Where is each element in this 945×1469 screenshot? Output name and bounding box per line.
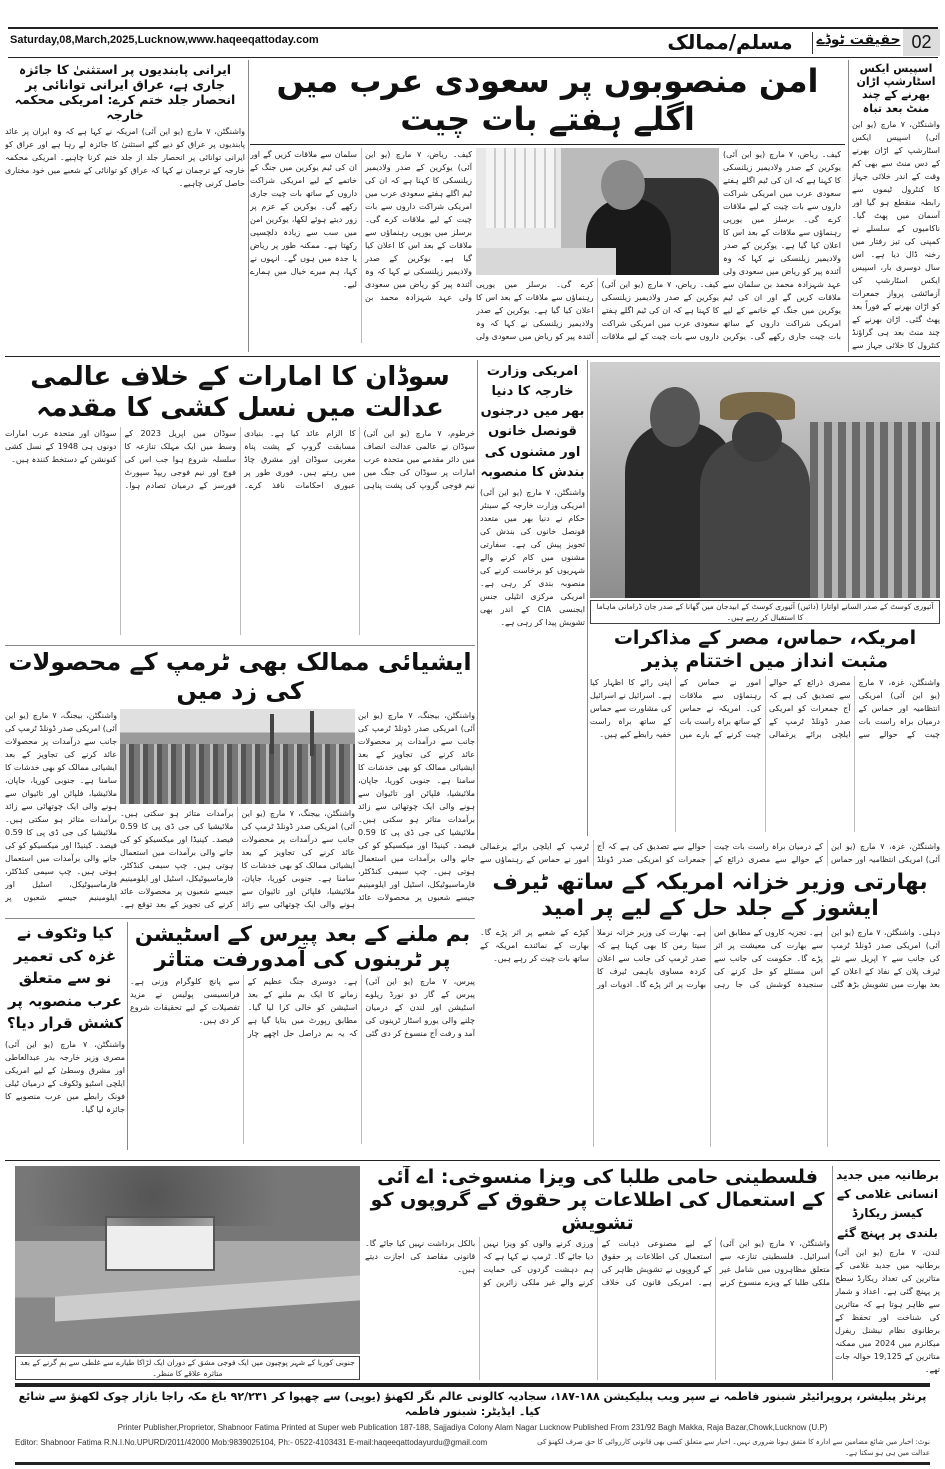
asia-body-bottom: واشنگٹن، بیجنگ، ۷ مارچ (یو این آئی) امریکی صدر ڈونلڈ ٹرمپ کی جانب سے درآمدات پر محصولات عائد کرنے کی تجاویز کے بعد ایشیائی ممالک کو بھی خدشات کا سامنا ہے۔ جنوبی کوریا، جاپان، ملائیشیا، فلپائن اور تائیوان سے ہونے والی ایک چوتھائی سے زائد برآمدات متاثر ہو سکتی ہیں۔ ملائیشیا کی جی ڈی پی کا 0.59 فیصد۔ کینیڈا اور میکسیکو کو کی جانے والی برآمدات میں استعمال ہوتی ہیں۔ چپ سیمی کنڈکٹر، فارماسیوٹیکل، اسٹیل اور ایلومینیم جیسے شعبوں پر محصولات عائد کرنے کی تجویز کے بعد توقع ہے۔: [120, 808, 355, 909]
hamas-body: واشنگٹن، غزہ، ۷ مارچ (یو این آئی) امریکی انتظامیہ اور حماس کے درمیان براہ راست بات چیت کے حوالے سے مصری ذرائع کے حوالے سے تصدیق کی ہے کہ آج جمعرات کو امریکی صدر ڈونلڈ ٹرمپ کے ایلچی برائے یرغمالی امور نے حماس کے رہنماؤں سے ملاقات کی۔ امریکہ نے حماس کے ساتھ براہ راست بات چیت کرنے کے بارے میں اپنی رائے کا اظہار کیا ہے۔ اسرائیل نے اسرائیل کی مشاورت سے حماس کے ساتھ براہ راست خفیہ رابطے کیے ہیں۔: [590, 677, 940, 739]
paris-body: پیرس، ۷ مارچ (یو این آئی) پیرس کے گار دو نورڈ ریلوے اسٹیشن اور لندن کے درمیان چلنے والی یورو اسٹار ٹرینوں کی آمد و رفت آج منسوخ کر دی گئی ہے۔ دوسری جنگ عظیم کے زمانے کا ایک بم ملنے کے بعد اسٹیشن کو خالی کرا لیا گیا۔ مطابق رپورٹ میں بتایا گیا ہے کہ یہ بم دراصل حل اچھے چار سے پانچ کلوگرام وزنی ہے۔ فرانسیسی پولیس نے مزید تفصیلات کے لیے تحقیقات شروع کر دی ہیں۔: [130, 977, 475, 1039]
spacex-body: واشنگٹن، ۷ مارچ (یو این آئی) اسپیس ایکس اسٹارشپ کے اڑان بھرنے کے دس منٹ سے بھی کم وقت کے اندر خلائی جہاز کا کنٹرول ٹیموں سے رابطہ منقطع ہو گیا اور آسمان میں پھٹ گیا۔ ناکامیوں کے سلسلے نے کمپنی کی تیز رفتار میں رخنہ ڈال دیا ہے۔ اس سال دوسری بار، اسپیس ایکس اسٹارشپ کی آزمائشی پرواز جمعرات کو اڑان بھرنے کے فوراً بعد پھٹ گئی۔ اڑان بھرنے کے چند منٹ بعد ہی گراؤنڈ کنٹرول کا خلائی جہاز سے: [852, 119, 940, 350]
india-body: دہلی۔ واشنگٹن، ۷ مارچ (یو این آئی) امریکی صدر ڈونلڈ ٹرمپ کی جانب سے ۲ اپریل سے نئے ٹیرف پلان کے نفاذ کے اعلان کے بعد بھارت میں تشویش بڑھ گئی ہے۔ تجزیہ کاروں کے مطابق اس سے بھارت کی معیشت پر اثر پڑے گا۔ حکومت کی جانب سے اس مسئلے کو حل کرنے کی سنجیدہ کوشش کی جا رہی ہے۔ بھارت کی وزیر خزانہ نرملا سیتا رمن کا بھی کہنا ہے کہ صدر ٹرمپ کی جانب سے اعلان کردہ مساوی باہمی ٹیرف کا بھارت پر اثر پڑے گا۔ ادویات اور کپڑے کے شعبے پر اثر پڑے گا۔ بھارت کے نمائندے امریکہ کے ساتھ بات چیت کر رہے ہیں۔: [480, 927, 940, 989]
uk-headline: برطانیہ میں جدید انسانی غلامی کے کیسز ریکارڈ بلندی پر پہنچ گئے: [836, 1168, 939, 1240]
footer-english-imprint: Printer Publisher,Proprietor, Shabnoor Fatima Printed at Super web Publication 187-188, Sajjadiya Colony Alam Nagar Lucknow Published From 231/92 Bagh Makka, Raja Bazar,Chowk,Lucknow (U.P): [117, 1423, 828, 1432]
column-rule: [248, 60, 249, 352]
iran-body: واشنگٹن، ۷ مارچ (یو این آئی) امریکہ نے کہا ہے کہ وہ ایران پر عائد پابندیوں پر عراق کو دیے گئے استثنیٰ کا جائزہ لے رہا ہے اور عراق کو ایرانی توانائی پر انحصار جلد از جلد ختم کرنا چاہیے۔ امریکی محکمہ خارجہ کے ترجمان نے کہا کہ عراق کو توانائی کے شعبے میں خود مختاری حاصل کرنی چاہیے۔: [5, 127, 245, 188]
section-rule: [5, 356, 940, 357]
state-dept-article: [480, 362, 585, 835]
state-dept-headline: امریکی وزارت خارجہ کا دنیا بھر میں درجنوں قونصل خانوں اور مشنوں کی بندش کا منصوبہ: [480, 364, 585, 480]
palestine-headline: فلسطینی حامی طلبا کی ویزا منسوخی: اے آئی کے استعمال کی اطلاعات پر حقوق کے گروپوں کو تشویش: [370, 1166, 825, 1234]
sudan-body: خرطوم، ۷ مارچ (یو این آئی) سوڈان نے عالمی عدالت انصاف میں دائر مقدمے میں متحدہ عرب امارات پر سوڈان کی جنگ میں نیم فوجی گروپ کی پشت پناہی کا الزام عائد کیا ہے۔ بنیادی مسابقت گروپ کے پشت پناہ مغربی سوڈان اور مشرق چاڈ میں رہتے ہیں۔ فوری طور پر عبوری احکامات نافذ کرے۔ سوڈان میں اپریل 2023 کے وسط میں ایک مہلک تنازعہ کا سلسلہ شروع ہوا جب اس کی فوج اور نیم فوجی ریپڈ سپورٹ فورسز کے درمیان تصادم ہوا۔ سوڈان اور متحدہ عرب امارات دونوں ہی 1948 کے نسل کشی کنونشن کے دستخط کنندہ ہیں۔: [5, 429, 475, 491]
section-rule: [5, 918, 475, 919]
iran-article: [5, 62, 245, 352]
asia-body-right: واشنگٹن، بیجنگ، ۷ مارچ (یو این آئی) امریکی صدر ڈونلڈ ٹرمپ کی جانب سے درآمدات پر محصولات عائد کرنے کی تجاویز کے بعد ایشیائی ممالک کو بھی خدشات کا سامنا ہے۔ جنوبی کوریا، جاپان، ملائیشیا، فلپائن اور تائیوان سے ہونے والی ایک چوتھائی سے زائد برآمدات متاثر ہو سکتی ہیں۔ ملائیشیا کی جی ڈی پی کا 0.59 فیصد۔ کینیڈا اور میکسیکو کو کی جانے والی برآمدات میں استعمال ہوتی ہیں۔ چپ سیمی کنڈکٹر، فارماسیوٹیکل، اسٹیل اور ایلومینیم جیسے شعبوں پر محصولات عائد: [358, 710, 475, 902]
dateline: Saturday,08,March,2025,Lucknow,www.haqeeqattoday.com: [10, 34, 319, 46]
newspaper-logo: حقیقت ٹوڈے: [816, 32, 901, 48]
header-divider: [812, 32, 813, 54]
column-rule: [587, 360, 588, 836]
column-rule: [832, 1166, 833, 1380]
ukraine-body-bottom: کیف۔ ریاض، ۷ مارچ (یو این آئی) یوکرین کے صدر ولادیمیر زیلنسکی کا کہنا ہے کہ ان کی ٹیم اگلے ہفتے سعودی عرب میں امریکی شراکت داروں سے بات چیت کے لیے ملاقات کرے گی۔ برسلز میں یورپی رہنماؤں سے ملاقات کے بعد اس کا اعلان کیا گیا ہے۔ یوکرین کے صدر ولادیمیر زیلنسکی نے کہا کہ وہ آئندہ پیر کو ریاض میں سعودی ولی: [476, 279, 719, 341]
gaza-article: [5, 922, 125, 1150]
ivory-coast-caption: آئیوری کوسٹ کے صدر السانے اواتارا (دائیں) آئیوری کوسٹ کے ابیدجان میں گھانا کے صدر جان ڈرامانی ماہاما کا استقبال کر رہے ہیں۔: [590, 600, 940, 624]
column-rule: [848, 60, 849, 352]
sudan-article: [5, 362, 475, 642]
state-dept-body: واشنگٹن، ۷ مارچ (یو این آئی) امریکی وزارت خارجہ کے سینئر حکام نے دنیا بھر میں متعدد قونصل خانوں کی بندش کی تجویز پیش کی ہے۔ سفارتی مشنوں میں کام کرنے والے شہریوں کو برخاست کرنے کی منصوبہ بندی کر رہی ہے۔ امریکی مرکزی انٹیلی جنس ایجنسی CIA کے اندر بھی تشویش پیدا کر رہی ہے۔: [480, 487, 585, 627]
column-rule: [127, 922, 128, 1150]
zelensky-photo: [476, 148, 719, 275]
port-containers-photo: [120, 709, 355, 804]
footer-urdu-imprint: پرنٹر پبلیشر، پروپرائیٹر شبنور فاطمہ نے سپر ویب پبلیکیشن ۱۸۸-۱۸۷، سجادیہ کالونی عالم نگر لکھنؤ (یوپی) سے چھپوا کر ۹۲/۲۳۱ باغ مکہ راجا بازار چوک لکھنؤ سے شائع کیا۔ ایڈیٹر: شبنور فاطمہ: [18, 1390, 927, 1418]
ukraine-body: کیف۔ ریاض، ۷ مارچ (یو این آئی) یوکرین کے صدر ولادیمیر زیلنسکی کا کہنا ہے کہ ان کی ٹیم اگلے ہفتے سعودی عرب میں امریکی شراکت داروں سے بات چیت کے لیے ملاقات کرے گی۔ برسلز میں یورپی رہنماؤں سے ملاقات کے بعد اس کا اعلان کیا گیا ہے۔ یوکرین کے صدر ولادیمیر زیلنسکی نے کہا کہ وہ آئندہ پیر کو ریاض میں سعودی ولی عہد شہزادہ محمد بن سلمان سے ملاقات کریں گے اور ان کی ٹیم یوکرین میں جنگ کے خاتمے کے لیے امریکی شراکت داروں کے ساتھ بات چیت جاری رکھے گی۔ یوکرین: [723, 149, 841, 341]
india-headline: بھارتی وزیر خزانہ امریکہ کے ساتھ ٹیرف ایشوز کے جلد حل کے لیے پر امید: [492, 870, 928, 922]
footer-disclaimer: نوٹ: اخبار میں شائع مضامین سے ادارہ کا متفق ہونا ضروری نہیں۔ اخبار سے متعلق کسی بھی قانونی کارروائی کا حق صرف لکھنؤ کی عدالت میں ہی ہو سکتا ہے۔: [537, 1438, 930, 1457]
page-number: 02: [903, 29, 940, 56]
ukraine-headline: امن منصوبوں پر سعودی عرب میں اگلے ہفتے بات چیت: [276, 62, 819, 139]
paris-article: [130, 922, 475, 1150]
korea-photo-caption: جنوبی کوریا کے شہر پوچیون میں ایک فوجی مشق کے دوران ایک لڑاکا طیارے سے غلطی سے بم گرنے کے بعد متاثرہ علاقے کا منظر۔: [15, 1356, 360, 1380]
header-bottom-rule: [8, 57, 938, 58]
uk-body: لندن، ۷ مارچ (یو این آئی) برطانیہ میں جدید غلامی کے متاثرین کی تعداد ریکارڈ سطح پر پہنچ گئی ہے۔ اعداد و شمار سے ظاہر ہوتا ہے کہ متاثرین کی شناخت اور تحفظ کے برطانوی نظام نیشنل ریفرل میکانزم میں 2024 میں ممکنہ متاثرین کے 19,125 حوالہ جات تھے۔: [835, 1247, 940, 1374]
palestine-article: [365, 1166, 830, 1380]
headline-rule: [250, 144, 845, 145]
header-top-rule: [8, 27, 938, 29]
iran-headline: ایرانی پابندیوں پر استثنیٰ کا جائزہ جاری ہے، عراق ایرانی توانائی پر انحصار جلد ختم کرے: امریکی محکمہ خارجہ: [14, 62, 236, 122]
footer-editor-line: Editor: Shabnoor Fatima R.N.I.No.UPURD/2011/42000 Mob:9839025104, Ph:- 0522-4103431 E-mail:haqeeqattodayurdu@gmail.com: [15, 1438, 488, 1447]
paris-headline: بم ملنے کے بعد پیرس کے اسٹیشن پر ٹرینوں کی آمدورفت متاثر: [134, 922, 471, 972]
korea-bomb-site-photo: [15, 1166, 360, 1354]
uk-article: [835, 1166, 940, 1380]
asia-article: [5, 648, 475, 915]
ivory-coast-photo: [590, 362, 940, 598]
gaza-headline: کیا وٹکوف نے غزہ کی تعمیر نو سے متعلق عرب منصوبہ پر کشش قرار دیا؟: [6, 924, 124, 1032]
korea-photo-block: [15, 1166, 360, 1380]
asia-body: واشنگٹن، بیجنگ، ۷ مارچ (یو این آئی) امریکی صدر ڈونلڈ ٹرمپ کی جانب سے درآمدات پر محصولات عائد کرنے کی تجاویز کے بعد ایشیائی ممالک کو بھی خدشات کا سامنا ہے۔ جنوبی کوریا، جاپان، ملائیشیا، فلپائن اور تائیوان سے ہونے والی ایک چوتھائی سے زائد برآمدات متاثر ہو سکتی ہیں۔ ملائیشیا کی جی ڈی پی کا 0.59 فیصد۔ کینیڈا اور میکسیکو کو کی جانے والی برآمدات میں استعمال ہوتی ہیں۔ چپ سیمی کنڈکٹر، فارماسیوٹیکل، اسٹیل اور ایلومینیم جیسے شعبوں پر: [5, 710, 117, 902]
palestine-body: واشنگٹن، ۷ مارچ (یو این آئی) اسرائیل۔ فلسطینی تنازعہ سے متعلق مظاہروں میں شامل غیر ملکی طلبا کے ویزے منسوخ کرنے کے لیے مصنوعی ذہانت کے استعمال کی اطلاعات پر حقوق کے گروپوں نے تشویش ظاہر کی ہے۔ امریکی قانون کی خلاف ورزی کرنے والوں کو ویزا نہیں دیا جائے گا۔ ٹرمپ نے کہا ہے کہ ہم دہشت گردوں کی حمایت کرنے والے غیر ملکی زائرین کو بالکل برداشت نہیں کیا جائے گا۔ قانونی مقاصد کی اجازت دیتے ہیں۔: [365, 1239, 830, 1288]
ukraine-article: [250, 62, 845, 352]
hamas-headline: امریکہ، حماس، مصر کے مذاکرات مثبت انداز میں اختتام پذیر: [613, 627, 917, 672]
hamas-article: [590, 362, 940, 836]
spacex-article: [852, 62, 940, 352]
section-title: مسلم/ممالک: [667, 30, 793, 54]
footer: [15, 1383, 930, 1465]
column-rule: [477, 360, 478, 840]
hamas-body-end: واشنگٹن، غزہ، ۷ مارچ (یو این آئی) امریکی انتظامیہ اور حماس کے درمیان براہ راست بات چیت کے حوالے سے مصری ذرائع کے حوالے سے تصدیق کی ہے کہ آج جمعرات کو امریکی صدر ڈونلڈ ٹرمپ کے ایلچی برائے یرغمالی امور نے حماس کے رہنماؤں سے: [480, 842, 940, 864]
sudan-headline: سوڈان کا امارات کے خلاف عالمی عدالت میں نسل کشی کا مقدمہ: [30, 362, 450, 424]
section-rule: [5, 1160, 940, 1161]
gaza-body: واشنگٹن، ۷ مارچ (یو این آئی) مصری وزیر خارجہ بدر عبدالعاطی اور مشرق وسطیٰ کے لیے امریکی ایلچی اسٹیو وٹکوف کے درمیان ٹیلی فونک رابطے میں عرب منصوبے کا جائزہ لیا گیا۔: [5, 1039, 125, 1114]
asia-headline: ایشیائی ممالک بھی ٹرمپ کے محصولات کی زد میں: [8, 648, 472, 705]
india-article: [480, 840, 940, 1150]
section-rule: [5, 645, 475, 646]
spacex-headline: اسپیس ایکس اسٹارشپ اڑان بھرنے کے چند منٹ بعد تباہ: [856, 62, 936, 115]
ukraine-body-continued: کیف۔ ریاض، ۷ مارچ (یو این آئی) یوکرین کے صدر ولادیمیر زیلنسکی کا کہنا ہے کہ ان کی ٹیم اگلے ہفتے سعودی عرب میں امریکی شراکت داروں سے بات چیت کے لیے ملاقات کرے گی۔ برسلز میں یورپی رہنماؤں سے ملاقات کے بعد اس کا اعلان کیا گیا ہے۔ یوکرین کے صدر ولادیمیر زیلنسکی نے کہا کہ وہ آئندہ پیر کو ریاض میں سعودی ولی عہد شہزادہ محمد بن سلمان سے ملاقات کریں گے اور ان کی ٹیم یوکرین میں جنگ کے خاتمے کے لیے امریکی شراکت داروں کے ساتھ بات چیت جاری رکھے گی۔ یوکرین کے عزم پر زور دیتے ہوئے لکھا، یوکرین امن میں سب سے زیادہ دلچسپی رکھتا ہے۔ ممکنہ طور پر ریاض یا جدہ میں ہوں گے۔ انہوں نے کہا، ہم میرے خیال میں ہمارے لیے۔: [250, 149, 472, 302]
